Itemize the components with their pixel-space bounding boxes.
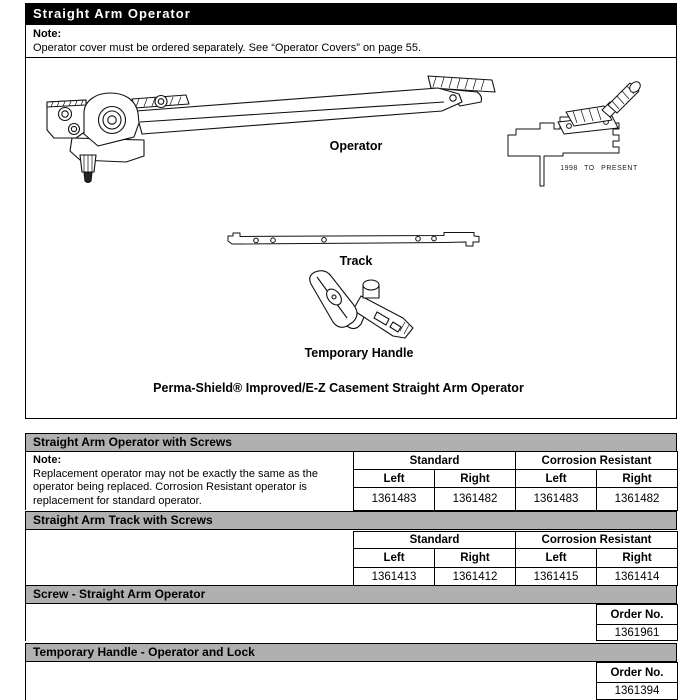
note-label: Note: bbox=[33, 28, 62, 40]
track-drawing-icon bbox=[226, 231, 481, 251]
part-number: 1361482 bbox=[597, 488, 678, 511]
section-note-text: Replacement operator may not be exactly the same as the operator being replaced. Corrosion Resistant operator is replacement for standard operator. bbox=[33, 467, 318, 507]
part-number: 1361415 bbox=[516, 568, 597, 586]
column-header: Left bbox=[354, 470, 435, 488]
column-header: Left bbox=[516, 549, 597, 568]
column-group-standard: Standard bbox=[354, 452, 516, 470]
column-header: Right bbox=[597, 549, 678, 568]
section-header-operator-with-screws: Straight Arm Operator with Screws bbox=[25, 433, 677, 452]
column-header: Right bbox=[597, 470, 678, 488]
temporary-handle-label: Temporary Handle bbox=[304, 346, 414, 360]
column-header: Right bbox=[435, 549, 516, 568]
section-header-screw: Screw - Straight Arm Operator bbox=[25, 585, 677, 604]
section-note-label: Note: bbox=[33, 454, 62, 466]
part-number: 1361413 bbox=[354, 568, 435, 586]
top-note-box bbox=[25, 25, 677, 58]
part-number: 1361414 bbox=[597, 568, 678, 586]
part-number: 1361483 bbox=[354, 488, 435, 511]
operator-parts-table bbox=[353, 451, 678, 511]
column-group-corrosion: Corrosion Resistant bbox=[516, 532, 678, 549]
section-note-box bbox=[25, 452, 353, 510]
operator-drawing-icon bbox=[46, 71, 506, 206]
column-group-corrosion: Corrosion Resistant bbox=[516, 452, 678, 470]
page-title-bar bbox=[25, 3, 677, 25]
part-number: 1361394 bbox=[597, 683, 678, 700]
column-header: Left bbox=[354, 549, 435, 568]
section-header-temporary-handle: Temporary Handle - Operator and Lock bbox=[25, 643, 677, 662]
diagram-box bbox=[25, 58, 677, 419]
operator-label: Operator bbox=[329, 139, 383, 153]
order-no-header: Order No. bbox=[597, 663, 678, 683]
part-number: 1361961 bbox=[597, 625, 678, 641]
section-header-track-with-screws: Straight Arm Track with Screws bbox=[25, 511, 677, 530]
temporary-handle-drawing-icon bbox=[301, 270, 416, 343]
column-header: Right bbox=[435, 470, 516, 488]
temporary-handle-order-table bbox=[596, 662, 678, 700]
track-label: Track bbox=[339, 254, 373, 268]
column-header: Left bbox=[516, 470, 597, 488]
part-number: 1361412 bbox=[435, 568, 516, 586]
profile-caption: 1998 TO PRESENT bbox=[560, 165, 638, 172]
table-left-border bbox=[25, 662, 26, 700]
page-title: Straight Arm Operator bbox=[33, 6, 191, 21]
section-empty-box bbox=[25, 530, 353, 585]
frame-profile-drawing-icon bbox=[506, 78, 661, 193]
figure-caption: Perma-Shield® Improved/E-Z Casement Straight Arm Operator bbox=[153, 381, 524, 395]
note-text: Operator cover must be ordered separately. See “Operator Covers” on page 55. bbox=[33, 41, 422, 54]
column-group-standard: Standard bbox=[354, 532, 516, 549]
table-left-border bbox=[25, 604, 26, 641]
part-number: 1361483 bbox=[516, 488, 597, 511]
screw-order-table bbox=[596, 604, 678, 641]
track-parts-table bbox=[353, 531, 678, 586]
part-number: 1361482 bbox=[435, 488, 516, 511]
order-no-header: Order No. bbox=[597, 605, 678, 625]
